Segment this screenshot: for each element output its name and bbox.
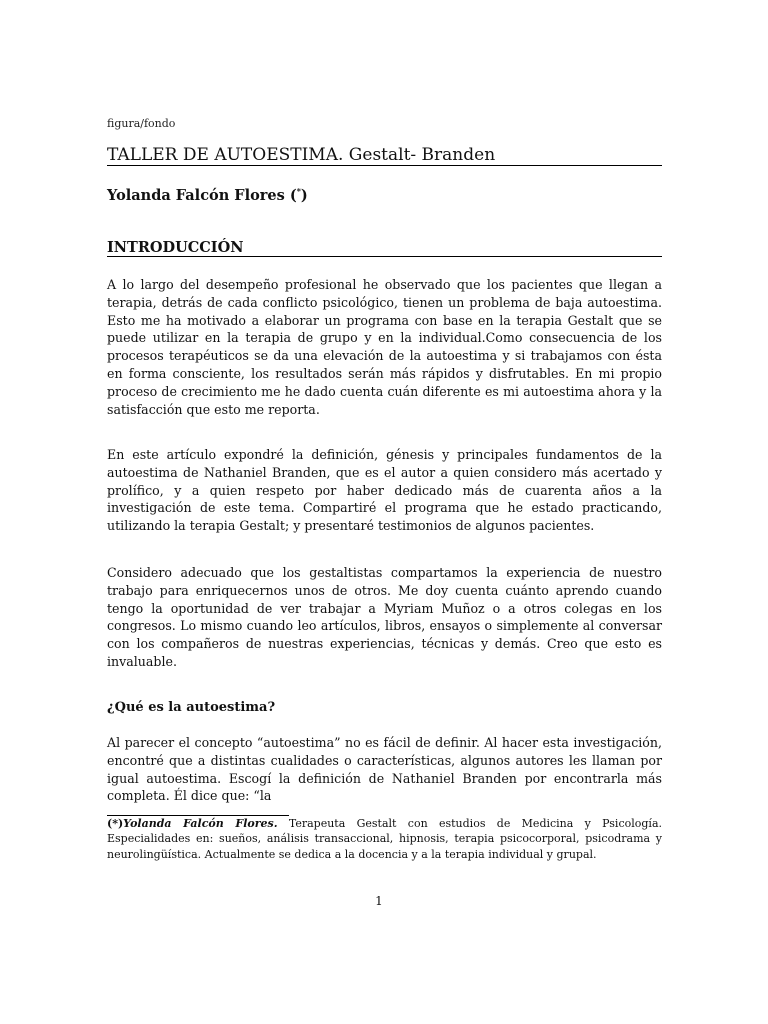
author-name: Yolanda Falcón Flores ( <box>107 186 297 204</box>
paragraph-3: Considero adecuado que los gestaltistas compartamos la experiencia de nuestro trabajo para enriquecernos unos de otros. Me doy cuenta cuánto aprendo cuando tengo la oportunidad de ver trabajar a Myriam Muñoz o a otros colegas en los congresos. Lo mismo cuando leo artículos, libros, ensayos o simplemente al conversar con los compañeros de nuestras experiencias, técnicas y demás. Creo que esto es invaluable. <box>107 565 662 669</box>
section-heading-introduccion: INTRODUCCIÓN <box>107 240 662 257</box>
footnote-marker: (*) <box>107 817 124 830</box>
header-label: figura/fondo <box>107 117 176 130</box>
page-number: 1 <box>375 894 383 908</box>
footnote <box>107 816 662 862</box>
document-title: TALLER DE AUTOESTIMA. Gestalt- Branden <box>107 145 662 166</box>
paragraph-2: En este artículo expondré la definición, génesis y principales fundamentos de la autoestima de Nathaniel Branden, que es el autor a quien considero más acertado y prolífico, y a quien respeto por haber dedicado más de cuarenta años a la investigación de este tema. Compartiré el programa que he estado practicando, utilizando la terapia Gestalt; y presentaré testimonios de algunos pacientes. <box>107 447 662 534</box>
author-close-paren: ) <box>300 186 308 204</box>
paragraph-4: Al parecer el concepto “autoestima” no es fácil de definir. Al hacer esta investigación, encontré que a distintas cualidades o características, algunos autores les llaman por igual autoestima. Escogí la definición de Nathaniel Branden por encontrarla más completa. Él dice que: “la <box>107 735 662 804</box>
subsection-heading: ¿Qué es la autoestima? <box>107 700 276 715</box>
footnote-text: Terapeuta Gestalt con estudios de Medicina y Psicología. Especialidades en: sueños, análisis transaccional, hipnosis, terapia psicocorporal, psicodrama y neurolingüística. Actualmente se dedica a la docencia y a la terapia individual y grupal. <box>107 817 662 861</box>
author-line <box>107 186 308 204</box>
author-footnote-marker[interactable]: * <box>296 186 301 196</box>
paragraph-1: A lo largo del desempeño profesional he observado que los pacientes que llegan a terapia, detrás de cada conflicto psicológico, tienen un problema de baja autoestima. Esto me ha motivado a elaborar un programa con base en la terapia Gestalt que se puede utilizar en la terapia de grupo y en la individual.Como consecuencia de los procesos terapéuticos se da una elevación de la autoestima y si trabajamos con ésta en forma consciente, los resultados serán más rápidos y disfrutables. En mi propio proceso de crecimiento me he dado cuenta cuán diferente es mi autoestima ahora y la satisfacción que esto me reporta. <box>107 277 662 417</box>
footnote-author-name: Yolanda Falcón Flores. <box>123 817 278 830</box>
